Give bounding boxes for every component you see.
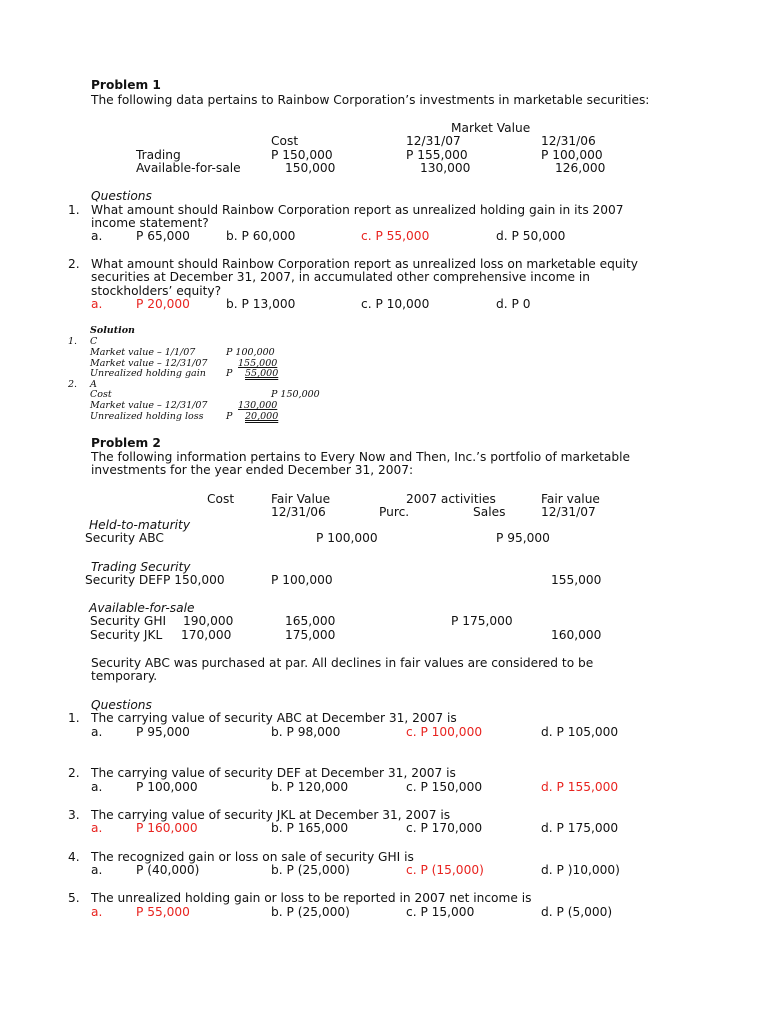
trading-value-06: P 100,000 bbox=[541, 148, 603, 162]
p1-q2-option-d: d. P 0 bbox=[496, 297, 531, 311]
htm-label: Held-to-maturity bbox=[89, 518, 191, 532]
p2-q1-option-b: b. P 98,000 bbox=[271, 725, 341, 739]
p1-q2-option-c: c. P 10,000 bbox=[361, 297, 430, 311]
p1-q1-text-cont: income statement? bbox=[91, 216, 209, 230]
p2-q1-option-d: d. P 105,000 bbox=[541, 725, 619, 739]
solution-line-3-peso: P bbox=[226, 368, 233, 379]
solution-line-1-label: Market value – 1/1/07 bbox=[90, 347, 196, 358]
solution-line-5-label: Market value – 12/31/07 bbox=[90, 400, 208, 411]
p2-purchases-header: Purc. bbox=[379, 505, 410, 519]
problem-1-intro: The following data pertains to Rainbow Corporation’s investments in marketable securities: bbox=[91, 93, 650, 107]
trading-cost: P 150,000 bbox=[271, 148, 333, 162]
p2-q3-option-b: b. P 165,000 bbox=[271, 821, 349, 835]
p2-fair-value-header: Fair Value bbox=[271, 492, 331, 506]
trading-security-label: Trading Security bbox=[91, 560, 191, 574]
row-label-trading: Trading bbox=[136, 148, 181, 162]
afs-value-07: 130,000 bbox=[420, 161, 471, 175]
security-defp-fv2: 155,000 bbox=[551, 573, 602, 587]
problem-1-title: Problem 1 bbox=[91, 78, 161, 92]
p2-fair-value-2-header: Fair value bbox=[541, 492, 600, 506]
p2-q5-option-a-label: a. bbox=[91, 905, 103, 919]
p1-q2-option-a-label: a. bbox=[91, 297, 103, 311]
cost-header: Cost bbox=[271, 134, 299, 148]
p2-fair-value-2-date: 12/31/07 bbox=[541, 505, 596, 519]
security-defp-label: Security DEFP 150,000 bbox=[85, 573, 225, 587]
p2-q5-option-b: b. P (25,000) bbox=[271, 905, 350, 919]
p1-q1-number: 1. bbox=[68, 203, 80, 217]
p2-q1-option-a: P 95,000 bbox=[136, 725, 190, 739]
p1-q1-option-a-label: a. bbox=[91, 229, 103, 243]
solution-line-6-value: 20,000 bbox=[245, 411, 279, 422]
security-ghi-label: Security GHI bbox=[90, 614, 167, 628]
p2-q2-option-a: P 100,000 bbox=[136, 780, 198, 794]
p2-questions-label: Questions bbox=[91, 698, 152, 712]
p2-q5-option-c: c. P 15,000 bbox=[406, 905, 475, 919]
p2-q3-option-c: c. P 170,000 bbox=[406, 821, 483, 835]
solution-2-number: 2. bbox=[68, 379, 78, 390]
security-abc-label: Security ABC bbox=[85, 531, 164, 545]
p2-activities-header: 2007 activities bbox=[406, 492, 496, 506]
p2-q2-option-b: b. P 120,000 bbox=[271, 780, 349, 794]
security-jkl-cost: 170,000 bbox=[181, 628, 232, 642]
p1-q2-text-cont: securities at December 31, 2007, in accumulated other comprehensive income in bbox=[91, 270, 590, 284]
p2-q3-option-d: d. P 175,000 bbox=[541, 821, 619, 835]
market-value-header: Market Value bbox=[451, 121, 531, 135]
security-abc-value-2: P 95,000 bbox=[496, 531, 550, 545]
p2-q3-option-a-label: a. bbox=[91, 821, 103, 835]
p1-questions-label: Questions bbox=[91, 189, 152, 203]
date-header-07: 12/31/07 bbox=[406, 134, 461, 148]
p2-q2-option-c: c. P 150,000 bbox=[406, 780, 483, 794]
p2-cost-header: Cost bbox=[207, 492, 235, 506]
p2-q3-option-a-answer: P 160,000 bbox=[136, 821, 198, 835]
p1-q2-text: What amount should Rainbow Corporation report as unrealized loss on marketable equity bbox=[91, 257, 638, 271]
date-header-06: 12/31/06 bbox=[541, 134, 596, 148]
p2-note: Security ABC was purchased at par. All declines in fair values are considered to be bbox=[91, 656, 594, 670]
p2-q4-text: The recognized gain or loss on sale of security GHI is bbox=[91, 850, 414, 864]
problem-2-intro-cont: investments for the year ended December 31, 2007: bbox=[91, 463, 414, 477]
security-abc-value-1: P 100,000 bbox=[316, 531, 378, 545]
p2-q5-text: The unrealized holding gain or loss to be reported in 2007 net income is bbox=[91, 891, 532, 905]
p2-q1-text: The carrying value of security ABC at December 31, 2007 is bbox=[91, 711, 457, 725]
solution-title: Solution bbox=[90, 325, 135, 336]
p2-q3-number: 3. bbox=[68, 808, 80, 822]
security-jkl-fv: 175,000 bbox=[285, 628, 336, 642]
p2-q1-number: 1. bbox=[68, 711, 80, 725]
p2-sales-header: Sales bbox=[473, 505, 506, 519]
p2-fair-value-date: 12/31/06 bbox=[271, 505, 326, 519]
p1-q1-option-c-answer: c. P 55,000 bbox=[361, 229, 430, 243]
p2-q1-option-c-answer: c. P 100,000 bbox=[406, 725, 483, 739]
solution-line-2-label: Market value – 12/31/07 bbox=[90, 358, 208, 369]
p2-q4-option-d: d. P )10,000) bbox=[541, 863, 620, 877]
security-jkl-label: Security JKL bbox=[90, 628, 163, 642]
p2-q5-option-a-answer: P 55,000 bbox=[136, 905, 190, 919]
p2-q2-number: 2. bbox=[68, 766, 80, 780]
afs-value-06: 126,000 bbox=[555, 161, 606, 175]
solution-line-6-peso: P bbox=[226, 411, 233, 422]
p2-q4-option-a: P (40,000) bbox=[136, 863, 200, 877]
p2-note-cont: temporary. bbox=[91, 669, 158, 683]
solution-2-answer: A bbox=[90, 379, 97, 390]
security-defp-fv: P 100,000 bbox=[271, 573, 333, 587]
security-jkl-fv2: 160,000 bbox=[551, 628, 602, 642]
p1-q2-number: 2. bbox=[68, 257, 80, 271]
problem-2-intro: The following information pertains to Every Now and Then, Inc.’s portfolio of marketable bbox=[91, 450, 631, 464]
p2-q5-option-d: d. P (5,000) bbox=[541, 905, 613, 919]
p1-q1-option-b: b. P 60,000 bbox=[226, 229, 296, 243]
p2-q4-number: 4. bbox=[68, 850, 80, 864]
p2-q4-option-a-label: a. bbox=[91, 863, 103, 877]
solution-line-6-label: Unrealized holding loss bbox=[90, 411, 204, 422]
p2-q2-option-a-label: a. bbox=[91, 780, 103, 794]
security-ghi-fv: 165,000 bbox=[285, 614, 336, 628]
afs-label: Available-for-sale bbox=[89, 601, 195, 615]
solution-line-4-value: P 150,000 bbox=[271, 389, 320, 400]
p2-q2-option-d-answer: d. P 155,000 bbox=[541, 780, 619, 794]
solution-line-1-value: P 100,000 bbox=[226, 347, 275, 358]
p2-q4-option-c-answer: c. P (15,000) bbox=[406, 863, 484, 877]
solution-line-5-value: 130,000 bbox=[238, 400, 278, 411]
problem-2-title: Problem 2 bbox=[91, 436, 161, 450]
p2-q5-number: 5. bbox=[68, 891, 80, 905]
p1-q1-text: What amount should Rainbow Corporation report as unrealized holding gain in its 2007 bbox=[91, 203, 624, 217]
p1-q1-option-d: d. P 50,000 bbox=[496, 229, 566, 243]
p1-q1-option-a: P 65,000 bbox=[136, 229, 190, 243]
solution-line-4-label: Cost bbox=[90, 389, 112, 400]
solution-line-3-label: Unrealized holding gain bbox=[90, 368, 206, 379]
security-ghi-sales: P 175,000 bbox=[451, 614, 513, 628]
p2-q1-option-a-label: a. bbox=[91, 725, 103, 739]
solution-line-2-value: 155,000 bbox=[238, 358, 278, 369]
p2-q3-text: The carrying value of security JKL at December 31, 2007 is bbox=[91, 808, 451, 822]
afs-cost: 150,000 bbox=[285, 161, 336, 175]
trading-value-07: P 155,000 bbox=[406, 148, 468, 162]
solution-1-answer: C bbox=[90, 336, 98, 347]
p2-q2-text: The carrying value of security DEF at December 31, 2007 is bbox=[91, 766, 456, 780]
p1-q2-text-end: stockholders’ equity? bbox=[91, 284, 222, 298]
p2-q4-option-b: b. P (25,000) bbox=[271, 863, 350, 877]
security-ghi-cost: 190,000 bbox=[183, 614, 234, 628]
p1-q2-option-b: b. P 13,000 bbox=[226, 297, 296, 311]
row-label-afs: Available-for-sale bbox=[136, 161, 241, 175]
solution-1-number: 1. bbox=[68, 336, 78, 347]
p1-q2-option-a-answer: P 20,000 bbox=[136, 297, 190, 311]
solution-line-3-value: 55,000 bbox=[245, 368, 279, 379]
